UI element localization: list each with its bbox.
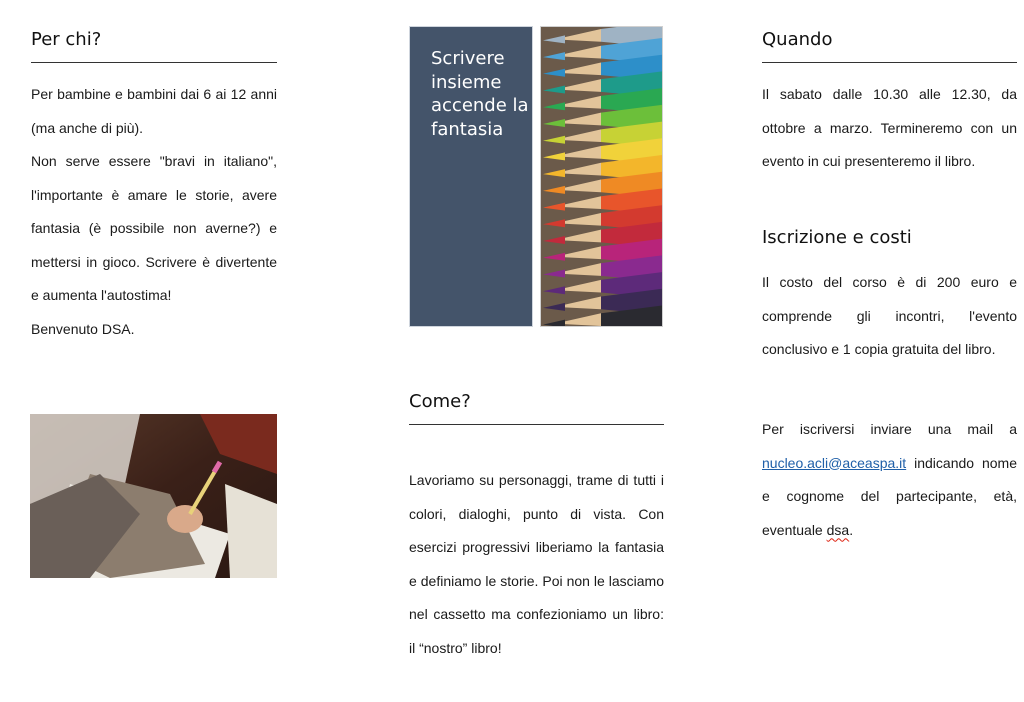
quando-body: Il sabato dalle 10.30 alle 12.30, da ottobre a marzo. Termineremo con un evento in cui presenteremo il libro. (762, 86, 1017, 169)
iscrizione-body (762, 413, 1017, 547)
costi-text (762, 266, 1017, 367)
iscrizione-heading: Iscrizione e costi (762, 227, 912, 248)
child-writing-photo (30, 414, 277, 578)
costi-body: Il costo del corso è di 200 euro e comprende gli incontri, l'evento conclusivo e 1 copia gratuita del libro. (762, 274, 1017, 357)
iscrizione-period: . (849, 521, 854, 538)
dsa-word: dsa (826, 521, 850, 538)
come-heading: Come? (409, 391, 664, 425)
iscrizione-details: indicando nome e cognome del partecipante, età, eventuale (762, 454, 1017, 538)
per-chi-text (31, 78, 277, 346)
iscrizione-text (762, 413, 1017, 547)
email-link[interactable]: nucleo.acli@aceaspa.it (762, 454, 907, 471)
per-chi-p2: Non serve essere "bravi in italiano", l'importante è amare le storie, avere fantasia (è possibile non averne?) e mettersi in gioco. Scrivere è divertente e aumenta l'autostima! (31, 153, 277, 303)
quando-text (762, 78, 1017, 179)
per-chi-p3: Benvenuto DSA. (31, 320, 135, 337)
slogan-text: Scrivere insieme accende la fantasia (431, 48, 529, 140)
come-body: Lavoriamo su personaggi, trame di tutti i colori, dialoghi, punto di vista. Con esercizi progressivi liberiamo la fantasia e definiamo le storie. Poi non le lasciamo nel cassetto ma confezioniamo un libro: il “nostro” libro! (409, 472, 664, 656)
per-chi-heading: Per chi? (31, 29, 277, 63)
per-chi-p1: Per bambine e bambini dai 6 ai 12 anni (ma anche di più). (31, 86, 277, 136)
iscrizione-intro: Per iscriversi inviare una mail a (762, 421, 1017, 437)
come-text (409, 464, 664, 665)
colored-pencils-image (540, 26, 663, 327)
quando-heading: Quando (762, 29, 1017, 63)
slogan-banner (409, 26, 533, 327)
